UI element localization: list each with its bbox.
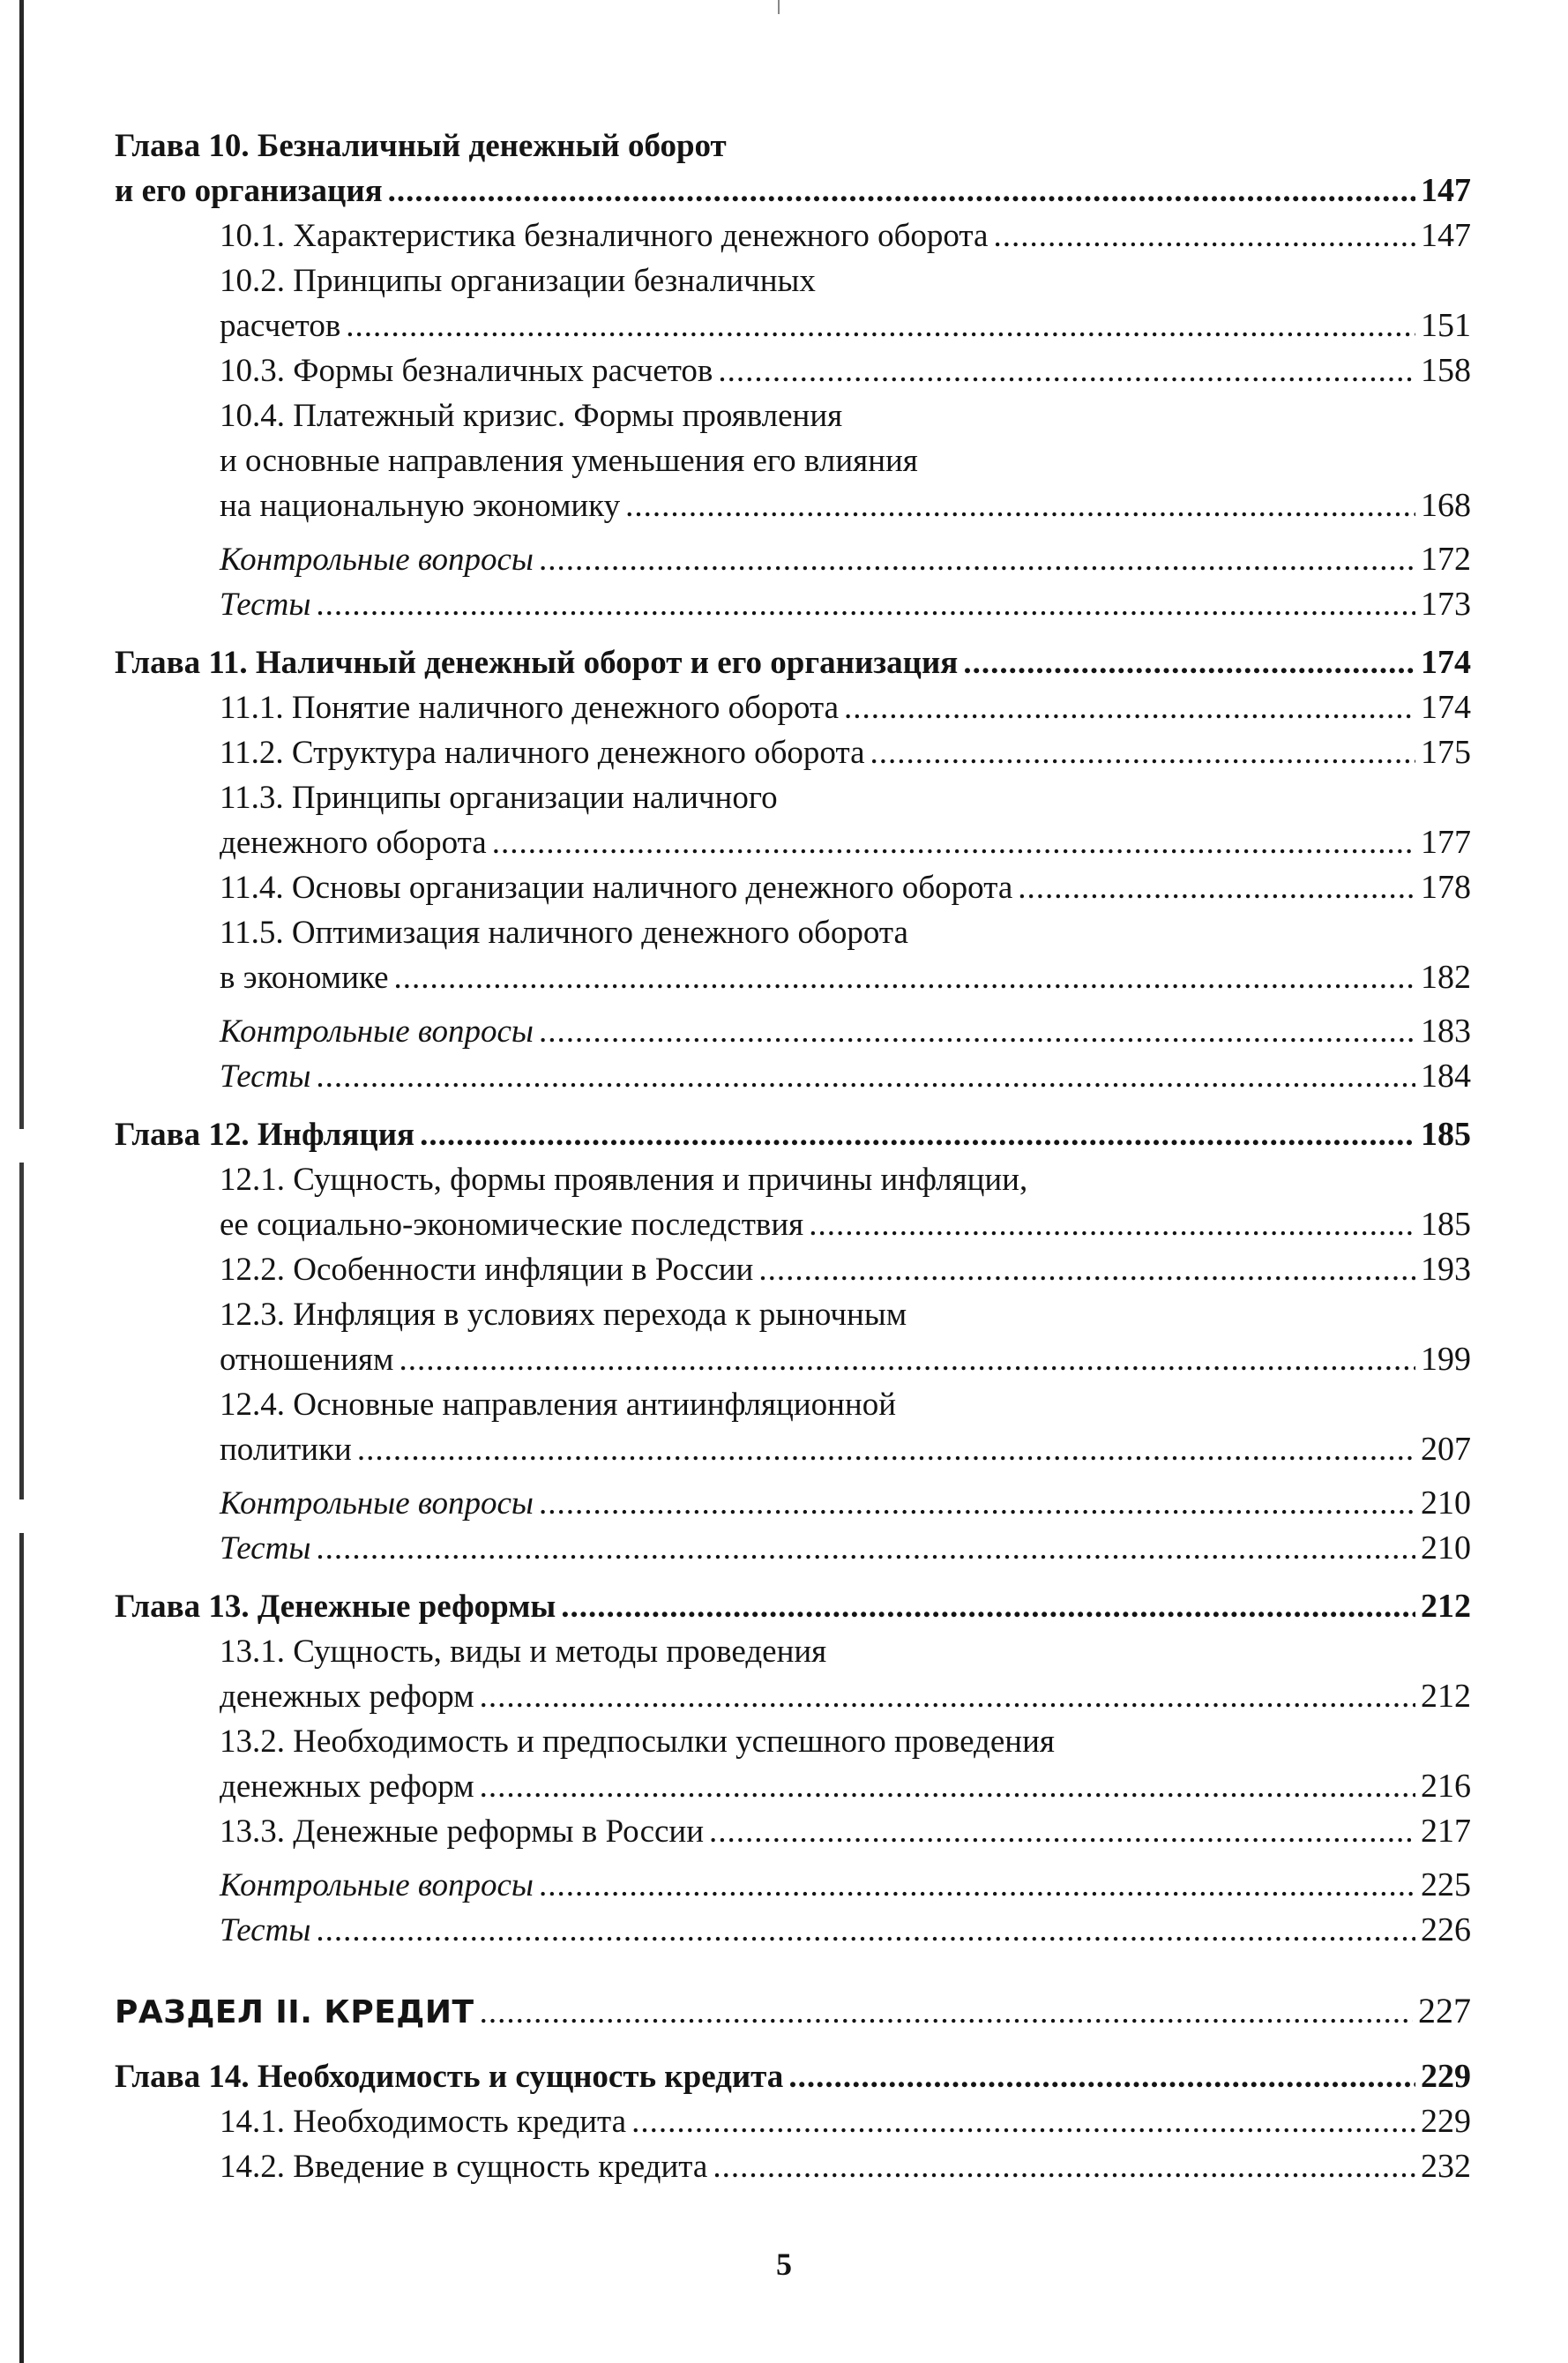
toc-entry-row	[220, 1908, 1471, 1953]
toc-entry-row	[115, 640, 1471, 685]
table-of-contents	[115, 123, 1471, 2189]
toc-entry-tests[interactable]	[115, 1908, 1471, 1953]
toc-entry-row	[220, 303, 1471, 348]
toc-entry-row	[220, 1481, 1471, 1526]
dot-leader	[788, 2054, 1415, 2099]
dot-leader	[388, 168, 1415, 213]
toc-entry-sub[interactable]	[115, 910, 1471, 1000]
toc-page-number: 184	[1421, 1058, 1471, 1095]
toc-entry-line: 11.5. Оптимизация наличного денежного оборота	[220, 915, 908, 951]
toc-entry-sub[interactable]	[115, 1809, 1471, 1854]
toc-page-number: 183	[1421, 1013, 1471, 1050]
toc-entry-line: 13.2. Необходимость и предпосылки успешного проведения	[220, 1724, 1055, 1760]
dot-leader	[718, 348, 1415, 393]
toc-entry-sub[interactable]	[115, 2144, 1471, 2189]
dot-leader	[993, 213, 1415, 258]
toc-entry-line: 12.1. Сущность, формы проявления и причины инфляции,	[220, 1162, 1028, 1198]
dot-leader	[809, 1202, 1415, 1247]
toc-entry-row	[220, 582, 1471, 627]
toc-entry-sub[interactable]	[115, 393, 1471, 528]
toc-entry-chapter[interactable]	[115, 640, 1471, 685]
toc-entry-sub[interactable]	[115, 213, 1471, 258]
toc-entry-row	[220, 820, 1471, 865]
toc-page-number: 174	[1421, 689, 1471, 726]
toc-page-number: 217	[1421, 1813, 1471, 1850]
toc-entry-sub[interactable]	[115, 1382, 1471, 1472]
toc-entry-title: 11.2. Структура наличного денежного оборота	[220, 735, 865, 771]
toc-page-number: 210	[1421, 1484, 1471, 1522]
dot-leader	[316, 582, 1415, 627]
toc-page-number: 226	[1421, 1911, 1471, 1948]
toc-entry-chapter[interactable]	[115, 123, 1471, 213]
toc-entry-title: 10.3. Формы безналичных расчетов	[220, 353, 713, 389]
toc-page-number: 158	[1421, 352, 1471, 389]
toc-entry-line: 12.3. Инфляция в условиях перехода к рыночным	[220, 1297, 907, 1333]
toc-entry-title: 11.1. Понятие наличного денежного оборота	[220, 690, 840, 726]
toc-entry-title: ее социально-экономические последствия	[220, 1207, 804, 1243]
toc-entry-row	[220, 537, 1471, 582]
toc-entry-sub[interactable]	[115, 2099, 1471, 2144]
toc-entry-row	[220, 955, 1471, 1000]
dot-leader	[316, 1908, 1415, 1953]
toc-page-number: 174	[1421, 644, 1471, 681]
toc-entry-row	[115, 168, 1471, 213]
toc-entry-row	[220, 1809, 1471, 1854]
toc-entry-row	[115, 1584, 1471, 1629]
toc-page-number: 207	[1421, 1431, 1471, 1468]
toc-page-number: 212	[1421, 1678, 1471, 1715]
toc-entry-title: Тесты	[220, 1912, 311, 1948]
toc-entry-line: 11.3. Принципы организации наличного	[220, 780, 778, 816]
dot-leader	[758, 1247, 1415, 1292]
toc-entry-title: денежных реформ	[220, 1679, 474, 1715]
toc-entry-title: 14.1. Необходимость кредита	[220, 2104, 627, 2140]
toc-page-number: 229	[1421, 2103, 1471, 2140]
toc-entry-title: политики	[220, 1432, 352, 1468]
toc-entry-title: 13.3. Денежные реформы в России	[220, 1813, 705, 1850]
toc-entry-questions[interactable]	[115, 1863, 1471, 1908]
dot-leader	[539, 537, 1415, 582]
toc-entry-questions[interactable]	[115, 1009, 1471, 1054]
toc-page-number: 182	[1421, 959, 1471, 996]
toc-entry-row	[115, 1988, 1471, 2035]
toc-entry-sub[interactable]	[115, 1629, 1471, 1719]
toc-page-number: 151	[1421, 307, 1471, 344]
toc-entry-row	[220, 1863, 1471, 1908]
toc-entry-chapter[interactable]	[115, 2054, 1471, 2099]
toc-entry-row	[220, 1054, 1471, 1099]
toc-entry-title: Тесты	[220, 1530, 311, 1567]
toc-entry-row	[220, 685, 1471, 730]
toc-page-number: 168	[1421, 487, 1471, 524]
toc-page-number: 185	[1421, 1116, 1471, 1153]
toc-entry-line: Глава 10. Безналичный денежный оборот	[115, 128, 727, 164]
toc-entry-row	[220, 1526, 1471, 1571]
toc-entry-row	[220, 1427, 1471, 1472]
toc-entry-title: 10.1. Характеристика безналичного денежного оборота	[220, 218, 989, 254]
toc-entry-sub[interactable]	[115, 1719, 1471, 1809]
toc-entry-line: и основные направления уменьшения его влияния	[220, 443, 918, 479]
book-spine-edge	[19, 0, 24, 2363]
toc-entry-title: Тесты	[220, 587, 311, 623]
toc-entry-title: Контрольные вопросы	[220, 1485, 534, 1522]
toc-entry-tests[interactable]	[115, 582, 1471, 627]
toc-page-number: 173	[1421, 586, 1471, 623]
dot-leader	[346, 303, 1415, 348]
toc-page-number: 210	[1421, 1529, 1471, 1567]
toc-page-number: 225	[1421, 1866, 1471, 1903]
dot-leader	[625, 483, 1415, 528]
toc-entry-tests[interactable]	[115, 1054, 1471, 1099]
dot-leader	[420, 1112, 1415, 1157]
toc-entry-title: Контрольные вопросы	[220, 1867, 534, 1903]
dot-leader	[539, 1009, 1415, 1054]
toc-entry-title: отношениям	[220, 1342, 394, 1378]
toc-page-number: 172	[1421, 541, 1471, 578]
toc-entry-title: на национальную экономику	[220, 488, 621, 524]
dot-leader	[399, 1337, 1415, 1382]
toc-entry-title: Глава 11. Наличный денежный оборот и его организация	[115, 645, 959, 681]
toc-entry-title: и его организация	[115, 173, 383, 209]
toc-entry-row	[220, 2099, 1471, 2144]
dot-leader	[963, 640, 1415, 685]
toc-entry-row	[220, 865, 1471, 910]
toc-entry-chapter[interactable]	[115, 1584, 1471, 1629]
toc-entry-row	[220, 1009, 1471, 1054]
toc-entry-sub[interactable]	[115, 730, 1471, 775]
scan-mark	[778, 0, 780, 14]
toc-page-number: 232	[1421, 2148, 1471, 2185]
toc-entry-title: Глава 12. Инфляция	[115, 1117, 415, 1153]
toc-page-number: 175	[1421, 734, 1471, 771]
dot-leader	[316, 1054, 1415, 1099]
toc-entry-title: 11.4. Основы организации наличного денежного оборота	[220, 870, 1013, 906]
dot-leader	[480, 1764, 1415, 1809]
page-number: 5	[776, 2247, 792, 2282]
toc-entry-section[interactable]	[115, 1988, 1471, 2035]
dot-leader	[870, 730, 1416, 775]
toc-page-number: 227	[1418, 1991, 1471, 2030]
toc-entry-line: 12.4. Основные направления антиинфляционной	[220, 1387, 897, 1423]
toc-entry-row	[220, 1674, 1471, 1719]
dot-leader	[713, 2144, 1415, 2189]
dot-leader	[709, 1809, 1415, 1854]
toc-page-number: 147	[1421, 172, 1471, 209]
spine-gap	[19, 1499, 24, 1533]
toc-entry-line: 10.4. Платежный кризис. Формы проявления	[220, 398, 843, 434]
dot-leader	[561, 1584, 1415, 1629]
toc-page-number: 185	[1421, 1206, 1471, 1243]
toc-entry-row	[220, 1247, 1471, 1292]
toc-entry-sub[interactable]	[115, 348, 1471, 393]
toc-entry-row	[115, 1112, 1471, 1157]
toc-entry-sub[interactable]	[115, 1157, 1471, 1247]
toc-entry-title: денежного оборота	[220, 825, 487, 861]
toc-entry-row	[115, 2054, 1471, 2099]
dot-leader	[844, 685, 1415, 730]
spine-gap	[19, 1129, 24, 1163]
toc-entry-chapter[interactable]	[115, 1112, 1471, 1157]
toc-entry-title: в экономике	[220, 960, 389, 996]
dot-leader	[492, 820, 1415, 865]
toc-entry-row	[220, 213, 1471, 258]
toc-entry-title: 12.2. Особенности инфляции в России	[220, 1252, 754, 1288]
dot-leader	[394, 955, 1416, 1000]
toc-page-number: 216	[1421, 1768, 1471, 1805]
toc-page-number: 147	[1421, 217, 1471, 254]
dot-leader	[631, 2099, 1415, 2144]
toc-entry-questions[interactable]	[115, 537, 1471, 582]
dot-leader	[1018, 865, 1415, 910]
toc-entry-line: 13.1. Сущность, виды и методы проведения	[220, 1634, 827, 1670]
toc-entry-sub[interactable]	[115, 685, 1471, 730]
dot-leader	[539, 1481, 1415, 1526]
toc-entry-row	[220, 730, 1471, 775]
dot-leader	[480, 1990, 1413, 2035]
toc-entry-sub[interactable]	[115, 258, 1471, 348]
toc-entry-title: Тесты	[220, 1058, 311, 1095]
toc-entry-sub[interactable]	[115, 865, 1471, 910]
toc-page-number: 193	[1421, 1251, 1471, 1288]
toc-entry-title: РАЗДЕЛ II. КРЕДИТ	[115, 1994, 474, 2030]
dot-leader	[539, 1863, 1415, 1908]
dot-leader	[357, 1427, 1415, 1472]
toc-entry-title: Глава 13. Денежные реформы	[115, 1589, 556, 1625]
toc-entry-title: денежных реформ	[220, 1769, 474, 1805]
dot-leader	[480, 1674, 1415, 1719]
toc-entry-row	[220, 1202, 1471, 1247]
toc-entry-title: 14.2. Введение в сущность кредита	[220, 2149, 708, 2185]
toc-page-number: 199	[1421, 1341, 1471, 1378]
toc-page-number: 177	[1421, 824, 1471, 861]
toc-entry-sub[interactable]	[115, 1292, 1471, 1382]
toc-entry-sub[interactable]	[115, 775, 1471, 865]
toc-entry-title: Глава 14. Необходимость и сущность кредита	[115, 2059, 784, 2095]
toc-entry-title: Контрольные вопросы	[220, 1013, 534, 1050]
toc-entry-row	[220, 348, 1471, 393]
toc-entry-title: расчетов	[220, 308, 341, 344]
toc-entry-line: 10.2. Принципы организации безналичных	[220, 263, 816, 299]
toc-entry-row	[220, 2144, 1471, 2189]
dot-leader	[316, 1526, 1415, 1571]
toc-page-number: 212	[1421, 1588, 1471, 1625]
toc-entry-title: Контрольные вопросы	[220, 542, 534, 578]
toc-page-number: 178	[1421, 869, 1471, 906]
toc-page-number: 229	[1421, 2058, 1471, 2095]
toc-entry-sub[interactable]	[115, 1247, 1471, 1292]
toc-entry-row	[220, 483, 1471, 528]
toc-entry-row	[220, 1764, 1471, 1809]
toc-entry-row	[220, 1337, 1471, 1382]
toc-entry-tests[interactable]	[115, 1526, 1471, 1571]
toc-entry-questions[interactable]	[115, 1481, 1471, 1526]
